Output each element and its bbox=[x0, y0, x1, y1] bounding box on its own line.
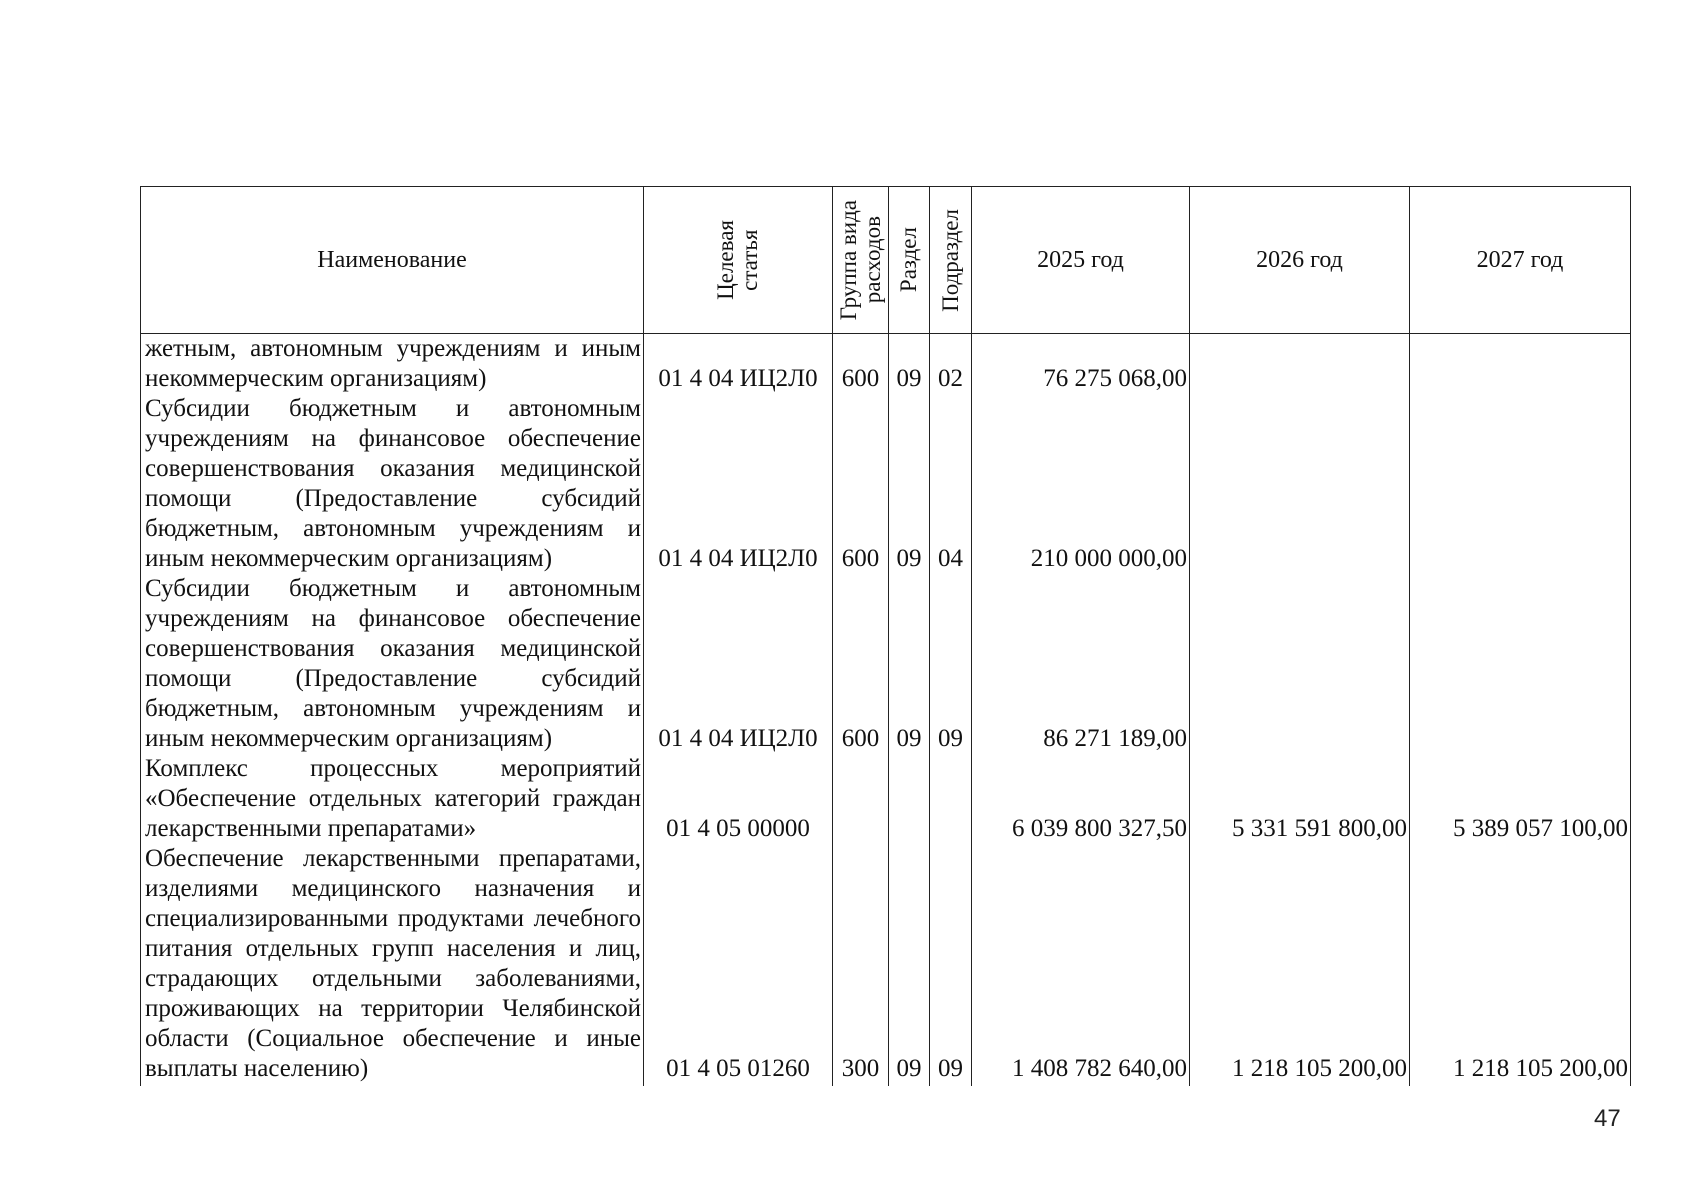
row-year-2025: 210 000 000,00 bbox=[972, 394, 1190, 574]
row-target-article: 01 4 04 ИЦ2Л0 bbox=[644, 334, 833, 395]
row-expense-group: 600 bbox=[833, 394, 889, 574]
header-target-article bbox=[644, 187, 833, 334]
page-number: 47 bbox=[1594, 1105, 1621, 1132]
row-name: Субсидии бюджетным и автономным учреждениям на финансовое обеспечение совершенствования оказания медицинской помощи (Предоставление субсидий бюджетным, автономным учреждениям и иным некоммерческим организациям) bbox=[141, 394, 644, 574]
row-year-2025: 6 039 800 327,50 bbox=[972, 754, 1190, 844]
header-subsection-text: Подраздел bbox=[937, 208, 963, 312]
row-year-2026: 5 331 591 800,00 bbox=[1190, 754, 1410, 844]
table-row bbox=[141, 574, 1631, 754]
row-expense-group: 600 bbox=[833, 574, 889, 754]
header-name: Наименование bbox=[141, 187, 644, 334]
row-subsection: 09 bbox=[930, 844, 972, 1086]
row-subsection bbox=[930, 754, 972, 844]
row-expense-group: 600 bbox=[833, 334, 889, 395]
row-subsection: 09 bbox=[930, 574, 972, 754]
table-row bbox=[141, 394, 1631, 574]
header-section bbox=[889, 187, 930, 334]
row-name: Обеспечение лекарственными препаратами, изделиями медицинского назначения и специализированными продуктами лечебного питания отдельных групп населения и лиц, страдающих отдельными заболеваниями, проживающих на территории Челябинской области (Социальное обеспечение и иные выплаты населению) bbox=[141, 844, 644, 1086]
row-subsection: 02 bbox=[930, 334, 972, 395]
row-year-2026 bbox=[1190, 334, 1410, 395]
row-year-2027 bbox=[1410, 334, 1631, 395]
row-year-2026 bbox=[1190, 394, 1410, 574]
row-year-2025: 76 275 068,00 bbox=[972, 334, 1190, 395]
row-name: жетным, автономным учреждениям и иным некоммерческим организациям) bbox=[141, 334, 644, 395]
row-name: Субсидии бюджетным и автономным учреждениям на финансовое обеспечение совершенствования оказания медицинской помощи (Предоставление субсидий бюджетным, автономным учреждениям и иным некоммерческим организациям) bbox=[141, 574, 644, 754]
row-section bbox=[889, 754, 930, 844]
row-section: 09 bbox=[889, 394, 930, 574]
row-expense-group: 300 bbox=[833, 844, 889, 1086]
row-year-2025: 86 271 189,00 bbox=[972, 574, 1190, 754]
header-year-2025: 2025 год bbox=[972, 187, 1190, 334]
header-expense-group bbox=[833, 187, 889, 334]
header-target-article-text: Целевая статья bbox=[713, 220, 762, 300]
header-expense-group-text: Группа вида расходов bbox=[835, 199, 885, 321]
row-section: 09 bbox=[889, 574, 930, 754]
row-subsection: 04 bbox=[930, 394, 972, 574]
row-year-2027: 5 389 057 100,00 bbox=[1410, 754, 1631, 844]
row-year-2027 bbox=[1410, 394, 1631, 574]
row-target-article: 01 4 05 01260 bbox=[644, 844, 833, 1086]
row-year-2027 bbox=[1410, 574, 1631, 754]
budget-table bbox=[140, 186, 1631, 1086]
row-target-article: 01 4 05 00000 bbox=[644, 754, 833, 844]
row-year-2026: 1 218 105 200,00 bbox=[1190, 844, 1410, 1086]
header-subsection bbox=[930, 187, 972, 334]
row-section: 09 bbox=[889, 334, 930, 395]
row-section: 09 bbox=[889, 844, 930, 1086]
header-year-2027: 2027 год bbox=[1410, 187, 1631, 334]
header-section-text: Раздел bbox=[896, 227, 921, 293]
table-row bbox=[141, 844, 1631, 1086]
row-year-2027: 1 218 105 200,00 bbox=[1410, 844, 1631, 1086]
row-year-2026 bbox=[1190, 574, 1410, 754]
row-name: Комплекс процессных мероприятий «Обеспечение отдельных категорий граждан лекарственными препаратами» bbox=[141, 754, 644, 844]
row-year-2025: 1 408 782 640,00 bbox=[972, 844, 1190, 1086]
header-year-2026: 2026 год bbox=[1190, 187, 1410, 334]
table-row bbox=[141, 334, 1631, 395]
row-expense-group bbox=[833, 754, 889, 844]
table-row bbox=[141, 754, 1631, 844]
row-target-article: 01 4 04 ИЦ2Л0 bbox=[644, 574, 833, 754]
row-target-article: 01 4 04 ИЦ2Л0 bbox=[644, 394, 833, 574]
table-header-row bbox=[141, 187, 1631, 334]
